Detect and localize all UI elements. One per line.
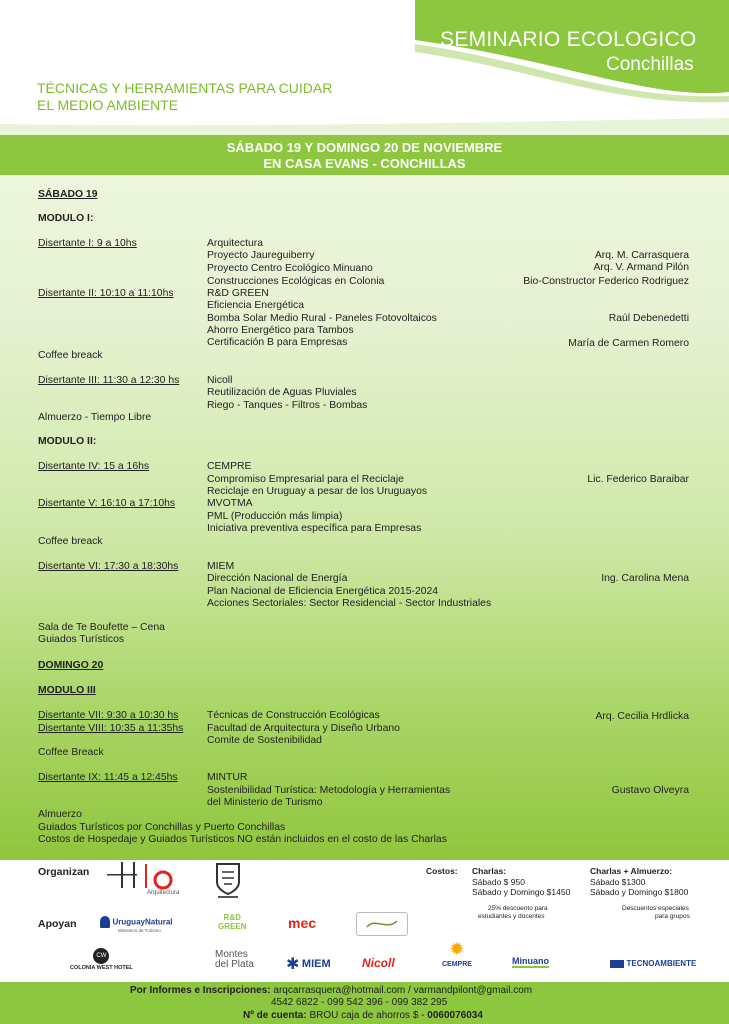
miem-logo <box>286 954 331 974</box>
talk: Dirección Nacional de Energía <box>207 573 348 584</box>
contact-bar <box>0 982 729 1024</box>
break: Coffee breack <box>38 536 103 547</box>
tours: Guiados Turísticos <box>38 634 125 645</box>
talks-price-saturday: Sábado $ 950 <box>472 877 525 887</box>
speaker-name: Arq. M. Carrasquera <box>594 250 689 261</box>
cempre-text: CEMPRE <box>442 961 472 968</box>
talk: Ahorro Energético para Tambos <box>207 325 354 336</box>
day-heading-sunday: DOMINGO 20 <box>38 660 104 671</box>
miem-star-icon: ✱ <box>286 956 300 973</box>
topic: MIEM <box>207 561 235 572</box>
talks-discount: 25% descuento para <box>488 905 548 912</box>
talk: Eficiencia Energética <box>207 300 305 311</box>
talk: del Ministerio de Turismo <box>207 797 323 808</box>
speaker-slot: Disertante VI: 17:30 a 18:30hs <box>38 561 179 572</box>
combo-discount-2: para grupos <box>655 913 690 920</box>
miem-text: MIEM <box>301 958 331 970</box>
cw-icon: CW <box>93 948 109 964</box>
topic: Arquitectura <box>207 238 264 249</box>
supporters-label: Apoyan <box>38 918 77 930</box>
truck-icon <box>610 960 624 968</box>
tecnoambiente-logo <box>610 958 696 968</box>
hotel-badge-icon <box>357 913 407 935</box>
rd-green-logo <box>218 913 246 931</box>
minuano-logo: Minuano <box>512 956 549 966</box>
seal-icon <box>214 860 242 900</box>
nicoll-logo: Nicoll <box>362 956 395 970</box>
topic: Facultad de Arquitectura y Diseño Urbano <box>207 723 400 734</box>
date-banner <box>0 135 729 175</box>
combo-price-saturday: Sábado $1300 <box>590 877 646 887</box>
combo-heading: Charlas + Almuerzo: <box>590 866 673 876</box>
module-heading: MODULO I: <box>38 213 94 224</box>
rd-text: R&D <box>223 913 241 922</box>
talk: Iniciativa preventiva específica para Empresas <box>207 523 422 534</box>
speaker-slot: Disertante IX: 11:45 a 12:45hs <box>38 772 178 783</box>
break: Coffee Breack <box>38 747 104 758</box>
itto-sub: Arquitectura <box>147 890 180 896</box>
talk: Acciones Sectoriales: Sector Residencial - Sector Industriales <box>207 598 492 609</box>
colonia-text: COLONIA WEST HOTEL <box>70 965 133 971</box>
tours: Guiados Turísticos por Conchillas y Puerto Conchillas <box>38 822 286 833</box>
speaker-name: Raúl Debenedetti <box>608 313 689 324</box>
talk: Proyecto Centro Ecológico Minuano <box>207 263 373 274</box>
dinner: Sala de Te Boufette – Cena <box>38 622 165 633</box>
day-heading-saturday: SÁBADO 19 <box>38 189 98 200</box>
speaker-name: Bio-Constructor Federico Rodriguez <box>523 276 689 287</box>
speaker-slot: Disertante IV: 15 a 16hs <box>38 461 150 472</box>
module-heading: MODULO II: <box>38 436 97 447</box>
speaker-slot: Disertante II: 10:10 a 11:10hs <box>38 288 174 299</box>
contact-label: Por Informes e Inscripciones: <box>130 985 271 996</box>
account-line <box>243 1010 483 1021</box>
cempre-sun-icon: ✹ <box>449 939 465 959</box>
talk: Reutilización de Aguas Pluviales <box>207 387 357 398</box>
combo-price-weekend: Sábado y Domingo $1800 <box>590 887 689 897</box>
talk: Plan Nacional de Eficiencia Energética 2015-2024 <box>207 586 439 597</box>
speaker-slot: Disertante VII: 9:30 a 10:30 hs <box>38 710 179 721</box>
rd-sub: GREEN <box>218 922 247 931</box>
costs-label: Costos: <box>426 866 458 876</box>
mec-logo: mec <box>288 915 317 931</box>
banner-venue: EN CASA EVANS - CONCHILLAS <box>263 156 466 171</box>
talk: Compromiso Empresarial para el Reciclaje <box>207 474 404 485</box>
organizers-label: Organizan <box>38 866 90 878</box>
montes-del-plata-logo <box>215 950 254 970</box>
talks-discount-2: estudiantes y docentes <box>478 913 545 920</box>
talk: Bomba Solar Medio Rural - Paneles Fotovoltaicos <box>207 313 437 324</box>
footer <box>0 860 729 982</box>
break: Coffee breack <box>38 350 103 361</box>
hotel-badge-logo <box>356 912 408 936</box>
cost-note: Costos de Hospedaje y Guiados Turísticos NO están incluidos en el costo de las Charlas <box>38 834 447 845</box>
speaker-name: Gustavo Olveyra <box>611 785 689 796</box>
account-label: Nº de cuenta: <box>243 1010 307 1021</box>
seal-logo <box>214 860 242 900</box>
uruguay-natural-text: UruguayNatural <box>112 917 173 927</box>
talk: Certificación B para Empresas <box>207 337 348 348</box>
topic: MINTUR <box>207 772 248 783</box>
speaker-name: Ing. Carolina Mena <box>601 573 689 584</box>
talk: Riego - Tanques - Filtros - Bombas <box>207 400 368 411</box>
combo-discount: Descuentos especiales <box>622 905 689 912</box>
speaker-slot: Disertante VIII: 10:35 a 11:35hs <box>38 723 184 734</box>
uruguay-natural-sub: Ministerio de Turismo <box>118 928 161 933</box>
topic: CEMPRE <box>207 461 252 472</box>
account-bank: BROU caja de ahorros $ - <box>309 1010 425 1021</box>
speaker-name: Arq. V. Armand Pilón <box>593 262 689 273</box>
talks-heading: Charlas: <box>472 866 507 876</box>
seminar-subtitle: Conchillas <box>606 54 694 75</box>
tagline-line-2: EL MEDIO AMBIENTE <box>37 97 179 113</box>
uruguay-icon <box>100 916 110 928</box>
montes-text-2: del Plata <box>215 959 254 970</box>
speaker-slot: Disertante I: 9 a 10hs <box>38 238 137 249</box>
montes-text: Montes <box>215 949 248 960</box>
lunch: Almuerzo - Tiempo Libre <box>38 412 152 423</box>
talk: Proyecto Jaureguiberry <box>207 250 315 261</box>
talk: Construcciones Ecológicas en Colonia <box>207 276 385 287</box>
module-heading: MODULO III <box>38 685 96 696</box>
topic: R&D GREEN <box>207 288 269 299</box>
tagline-line-1: TÉCNICAS Y HERRAMIENTAS PARA CUIDAR <box>37 80 333 96</box>
banner-date: SÁBADO 19 Y DOMINGO 20 DE NOVIEMBRE <box>226 140 503 155</box>
seminar-title: SEMINARIO ECOLOGICO <box>440 28 697 51</box>
contact-phones: 4542 6822 - 099 542 396 - 099 382 295 <box>271 997 448 1008</box>
lunch: Almuerzo <box>38 809 82 820</box>
talk: Sostenibilidad Turística: Metodología y Herramientas <box>207 785 451 796</box>
colonia-west-hotel-logo <box>70 948 133 971</box>
account-number: 0060076034 <box>427 1010 483 1021</box>
contact-emails[interactable]: arqcarrasquera@hotmail.com / varmandpilont@gmail.com <box>273 985 533 996</box>
itto-logo <box>105 860 180 900</box>
speaker-name: María de Carmen Romero <box>568 338 689 349</box>
speaker-slot: Disertante III: 11:30 a 12:30 hs <box>38 375 180 386</box>
cempre-logo <box>442 940 472 968</box>
talk: PML (Producción más limpia) <box>207 511 343 522</box>
speaker-slot: Disertante V: 16:10 a 17:10hs <box>38 498 176 509</box>
speaker-name: Arq. Cecilia Hrdlicka <box>595 711 689 722</box>
talks-price-weekend: Sábado y Domingo $1450 <box>472 887 571 897</box>
tecno-text: TECNOAMBIENTE <box>626 959 697 969</box>
topic: Técnicas de Construcción Ecológicas <box>207 710 380 721</box>
contact-line <box>130 985 532 996</box>
uruguay-natural-logo <box>100 916 173 933</box>
talk: Reciclaje en Uruguay a pesar de los Uruguayos <box>207 486 428 497</box>
topic: Nicoll <box>207 375 233 386</box>
topic: MVOTMA <box>207 498 253 509</box>
speaker-name: Lic. Federico Baraibar <box>587 474 689 485</box>
talk: Comite de Sostenibilidad <box>207 735 322 746</box>
